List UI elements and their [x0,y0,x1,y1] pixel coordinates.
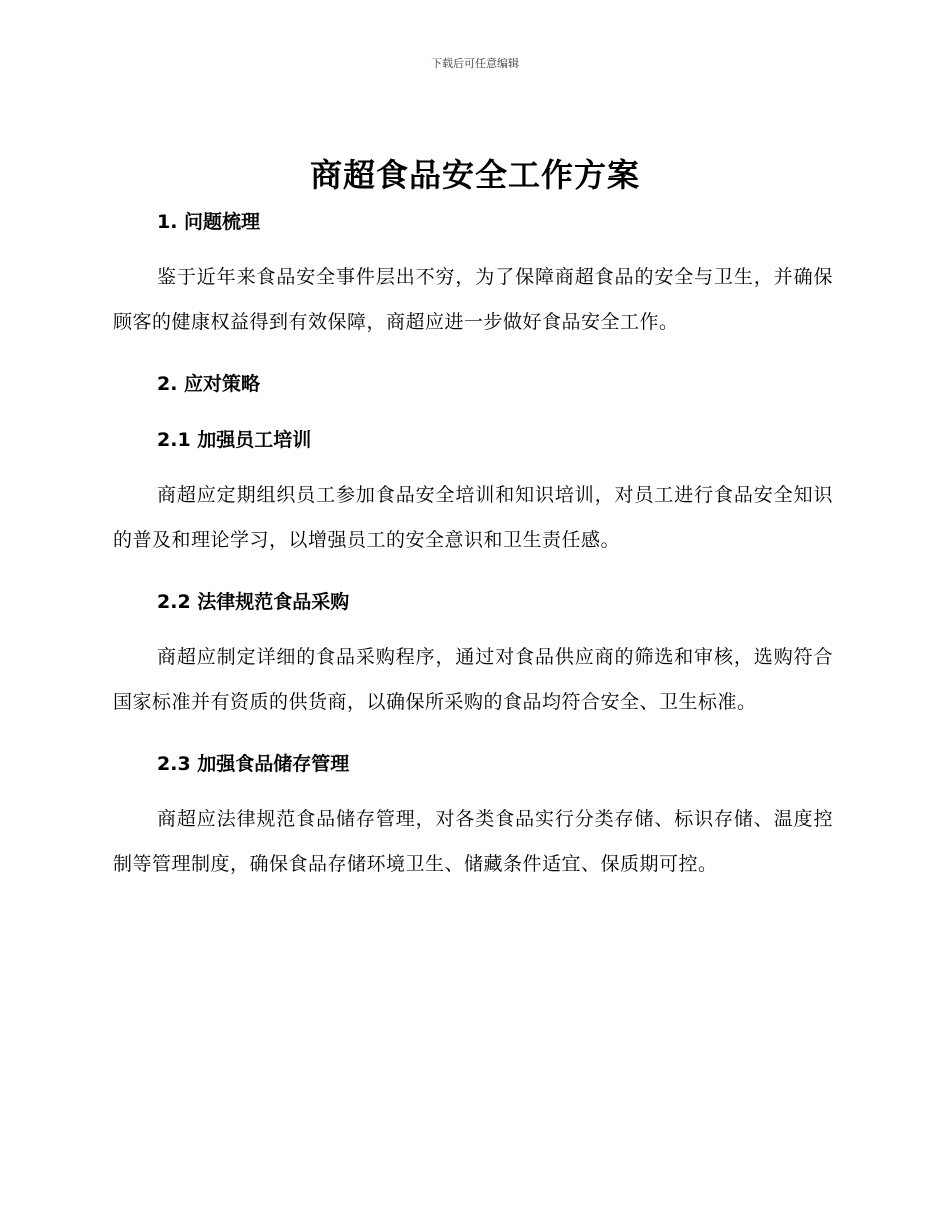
header-note: 下载后可任意编辑 [431,57,519,70]
section-heading-procurement: 2.2 法律规范食品采购 [157,591,350,613]
section-heading-training: 2.1 加强员工培训 [157,429,312,451]
section-heading-storage: 2.3 加强食品储存管理 [157,753,350,775]
document-title: 商超食品安全工作方案 [309,156,640,194]
section-heading-strategy: 2. 应对策略 [157,373,261,395]
section-paragraph-procurement: 商超应制定详细的食品采购程序，通过对食品供应商的筛选和审核，选购符合国家标准并有资质的供货商，以确保所采购的食品均符合安全、卫生标准。 [113,646,833,713]
document-body [113,205,833,887]
section-paragraph-problem: 鉴于近年来食品安全事件层出不穷，为了保障商超食品的安全与卫生，并确保顾客的健康权益得到有效保障，商超应进一步做好食品安全工作。 [113,266,833,333]
section-paragraph-storage: 商超应法律规范食品储存管理，对各类食品实行分类存储、标识存储、温度控制等管理制度，确保食品存储环境卫生、储藏条件适宜、保质期可控。 [113,808,833,875]
section-paragraph-training: 商超应定期组织员工参加食品安全培训和知识培训，对员工进行食品安全知识的普及和理论学习，以增强员工的安全意识和卫生责任感。 [113,484,833,551]
section-heading-problem: 1. 问题梳理 [157,211,261,233]
